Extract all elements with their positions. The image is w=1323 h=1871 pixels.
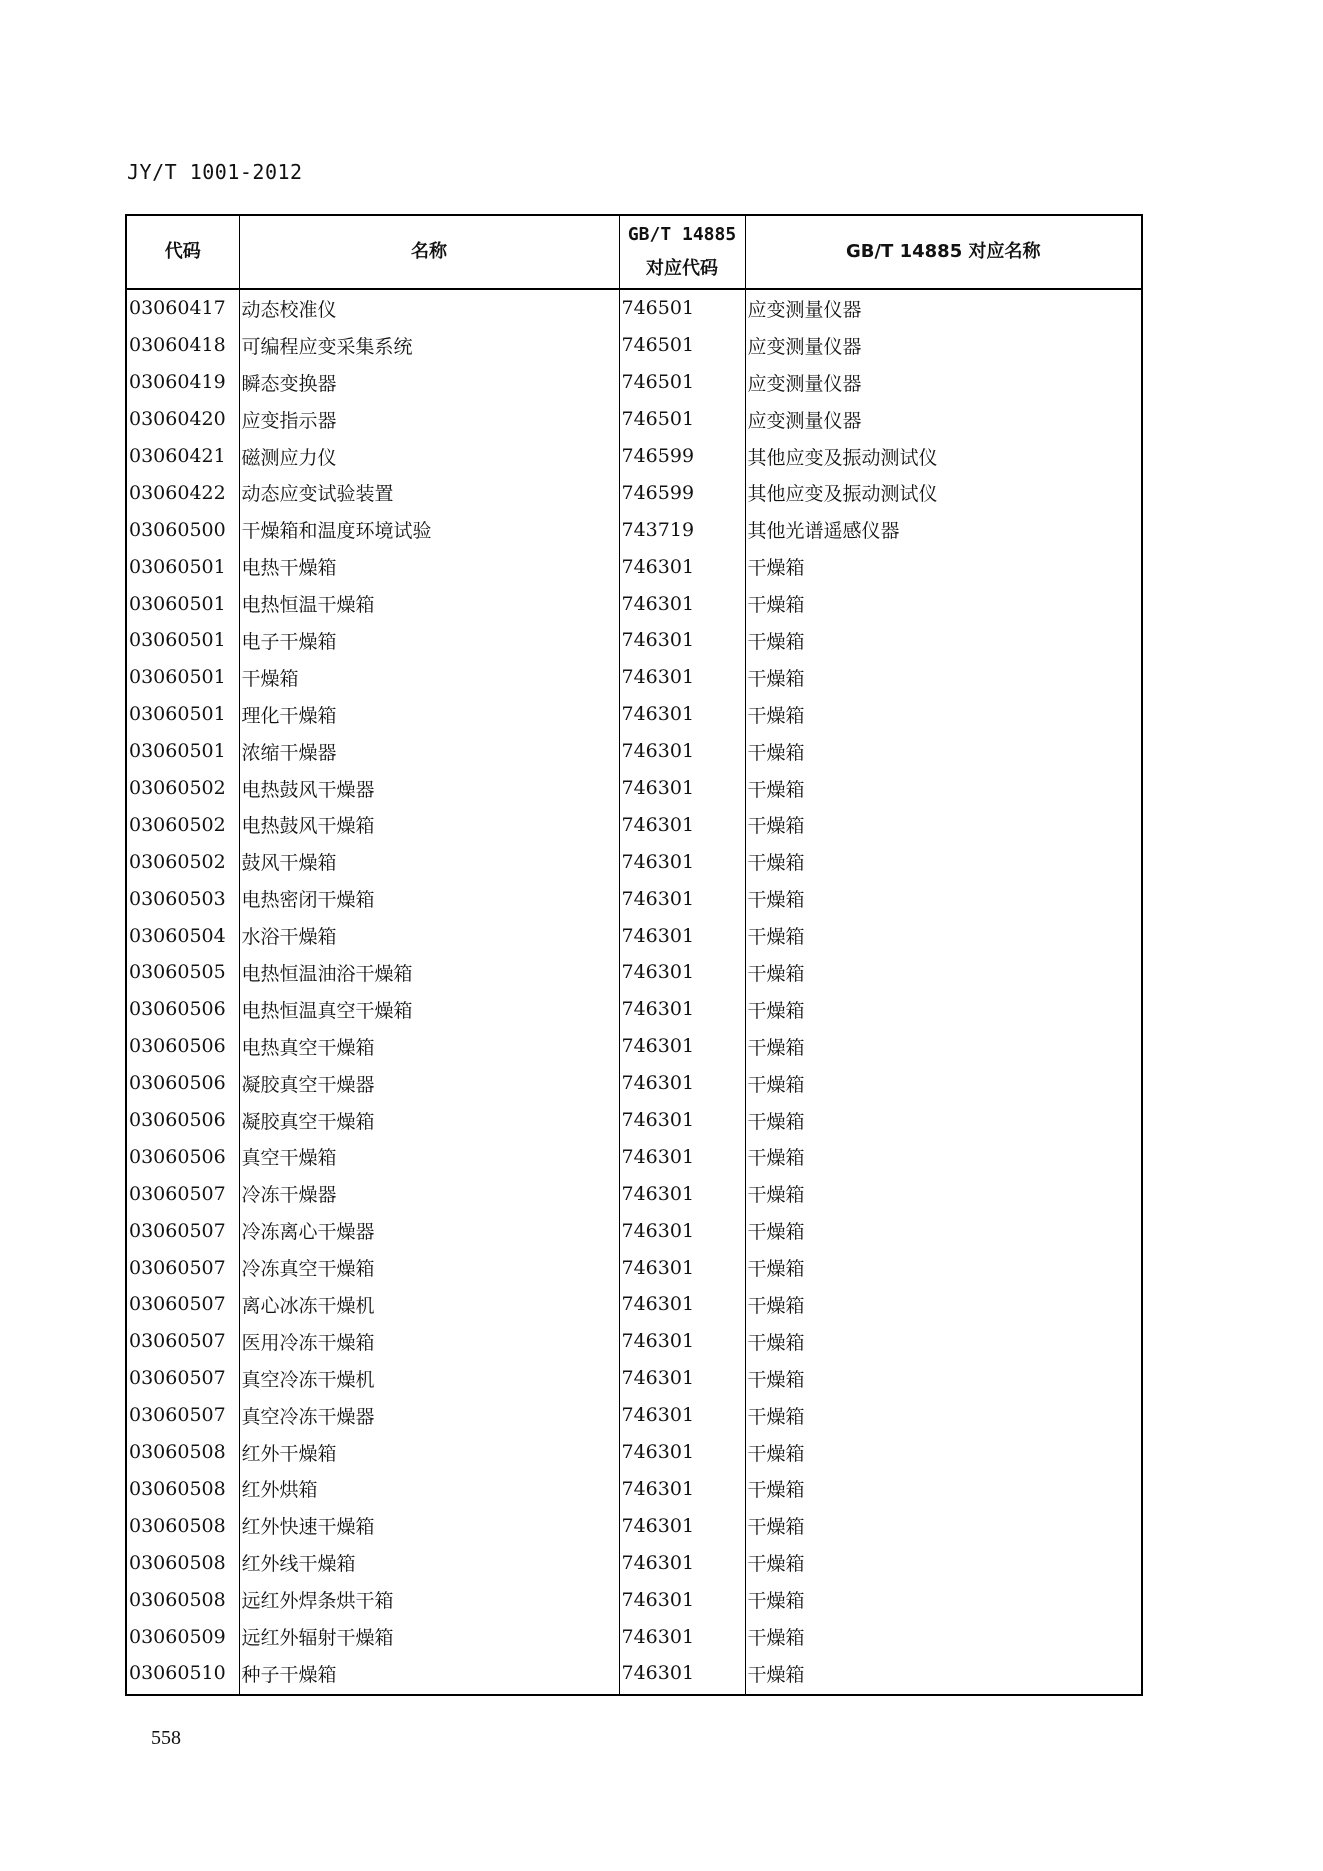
cell-code: 03060501 xyxy=(126,548,239,585)
cell-gb-code: 746301 xyxy=(619,1212,745,1249)
cell-code: 03060507 xyxy=(126,1397,239,1434)
table-row xyxy=(126,622,1142,659)
cell-gb-name: 干燥箱 xyxy=(745,1323,1142,1360)
cell-name: 动态校准仪 xyxy=(239,289,619,327)
cell-name: 电热真空干燥箱 xyxy=(239,1028,619,1065)
cell-name: 红外干燥箱 xyxy=(239,1434,619,1471)
table-row xyxy=(126,1581,1142,1618)
cell-code: 03060422 xyxy=(126,474,239,511)
cell-gb-name: 干燥箱 xyxy=(745,1655,1142,1695)
cell-gb-code: 746301 xyxy=(619,991,745,1028)
cell-gb-name: 干燥箱 xyxy=(745,991,1142,1028)
table-row xyxy=(126,1065,1142,1102)
cell-code: 03060502 xyxy=(126,806,239,843)
cell-code: 03060507 xyxy=(126,1323,239,1360)
table-row xyxy=(126,770,1142,807)
table-row xyxy=(126,917,1142,954)
table-row xyxy=(126,1028,1142,1065)
cell-name: 电热密闭干燥箱 xyxy=(239,880,619,917)
cell-gb-code: 746301 xyxy=(619,1323,745,1360)
cell-code: 03060507 xyxy=(126,1249,239,1286)
cell-code: 03060501 xyxy=(126,622,239,659)
cell-gb-name: 应变测量仪器 xyxy=(745,289,1142,327)
cell-gb-code: 746301 xyxy=(619,880,745,917)
cell-gb-name: 干燥箱 xyxy=(745,843,1142,880)
table-row xyxy=(126,1507,1142,1544)
cell-code: 03060501 xyxy=(126,696,239,733)
cell-name: 离心冰冻干燥机 xyxy=(239,1286,619,1323)
cell-name: 动态应变试验装置 xyxy=(239,474,619,511)
table-row xyxy=(126,1655,1142,1695)
cell-code: 03060506 xyxy=(126,1102,239,1139)
cell-gb-code: 746501 xyxy=(619,289,745,327)
cell-name: 电热鼓风干燥箱 xyxy=(239,806,619,843)
table-row xyxy=(126,1286,1142,1323)
cell-gb-code: 746301 xyxy=(619,1360,745,1397)
cell-gb-code: 746301 xyxy=(619,1286,745,1323)
cell-name: 电热恒温真空干燥箱 xyxy=(239,991,619,1028)
cell-gb-code: 746301 xyxy=(619,585,745,622)
table-row xyxy=(126,806,1142,843)
cell-gb-name: 干燥箱 xyxy=(745,1544,1142,1581)
table-row xyxy=(126,289,1142,327)
table-row xyxy=(126,1323,1142,1360)
cell-code: 03060502 xyxy=(126,843,239,880)
cell-code: 03060501 xyxy=(126,659,239,696)
cell-gb-name: 其他光谱遥感仪器 xyxy=(745,511,1142,548)
cell-gb-code: 746301 xyxy=(619,1434,745,1471)
cell-gb-name: 干燥箱 xyxy=(745,1249,1142,1286)
cell-name: 瞬态变换器 xyxy=(239,364,619,401)
cell-gb-name: 其他应变及振动测试仪 xyxy=(745,438,1142,475)
cell-code: 03060506 xyxy=(126,1028,239,1065)
cell-gb-code: 746301 xyxy=(619,1618,745,1655)
table-row xyxy=(126,733,1142,770)
table-row xyxy=(126,1471,1142,1508)
cell-code: 03060501 xyxy=(126,585,239,622)
cell-gb-name: 干燥箱 xyxy=(745,1065,1142,1102)
cell-gb-code: 746301 xyxy=(619,843,745,880)
cell-gb-name: 干燥箱 xyxy=(745,880,1142,917)
cell-gb-name: 干燥箱 xyxy=(745,1507,1142,1544)
cell-gb-name: 干燥箱 xyxy=(745,1102,1142,1139)
cell-code: 03060508 xyxy=(126,1434,239,1471)
document-standard-id: JY/T 1001-2012 xyxy=(127,160,303,184)
cell-name: 真空冷冻干燥机 xyxy=(239,1360,619,1397)
table-row xyxy=(126,1618,1142,1655)
cell-gb-name: 干燥箱 xyxy=(745,548,1142,585)
table-row xyxy=(126,1434,1142,1471)
column-header-gb-code xyxy=(619,215,745,289)
cell-code: 03060508 xyxy=(126,1471,239,1508)
table-row xyxy=(126,511,1142,548)
cell-code: 03060508 xyxy=(126,1581,239,1618)
cell-gb-name: 干燥箱 xyxy=(745,1471,1142,1508)
table-row xyxy=(126,1544,1142,1581)
cell-gb-code: 746301 xyxy=(619,659,745,696)
cell-gb-name: 干燥箱 xyxy=(745,1434,1142,1471)
cell-name: 远红外焊条烘干箱 xyxy=(239,1581,619,1618)
cell-gb-name: 干燥箱 xyxy=(745,1028,1142,1065)
column-header-name: 名称 xyxy=(239,215,619,289)
cell-code: 03060506 xyxy=(126,991,239,1028)
code-mapping-table xyxy=(125,214,1143,1696)
column-header-code: 代码 xyxy=(126,215,239,289)
cell-name: 电热干燥箱 xyxy=(239,548,619,585)
cell-gb-code: 746301 xyxy=(619,696,745,733)
cell-gb-name: 应变测量仪器 xyxy=(745,364,1142,401)
cell-gb-name: 干燥箱 xyxy=(745,1581,1142,1618)
cell-gb-code: 746301 xyxy=(619,917,745,954)
cell-gb-code: 746599 xyxy=(619,438,745,475)
table-header-row xyxy=(126,215,1142,289)
cell-code: 03060506 xyxy=(126,1138,239,1175)
cell-code: 03060503 xyxy=(126,880,239,917)
cell-name: 电热鼓风干燥器 xyxy=(239,770,619,807)
cell-name: 凝胶真空干燥器 xyxy=(239,1065,619,1102)
cell-gb-name: 干燥箱 xyxy=(745,1618,1142,1655)
cell-name: 真空干燥箱 xyxy=(239,1138,619,1175)
table-row xyxy=(126,401,1142,438)
cell-name: 种子干燥箱 xyxy=(239,1655,619,1695)
table-row xyxy=(126,438,1142,475)
table-row xyxy=(126,585,1142,622)
cell-code: 03060507 xyxy=(126,1286,239,1323)
cell-name: 红外快速干燥箱 xyxy=(239,1507,619,1544)
cell-name: 应变指示器 xyxy=(239,401,619,438)
cell-code: 03060421 xyxy=(126,438,239,475)
table-row xyxy=(126,1175,1142,1212)
cell-gb-name: 干燥箱 xyxy=(745,585,1142,622)
cell-code: 03060507 xyxy=(126,1212,239,1249)
cell-code: 03060508 xyxy=(126,1544,239,1581)
column-header-gb-code-line2: 对应代码 xyxy=(646,258,718,279)
cell-name: 医用冷冻干燥箱 xyxy=(239,1323,619,1360)
table-body xyxy=(126,289,1142,1695)
table-row xyxy=(126,843,1142,880)
cell-code: 03060508 xyxy=(126,1507,239,1544)
cell-code: 03060420 xyxy=(126,401,239,438)
cell-code: 03060500 xyxy=(126,511,239,548)
cell-gb-code: 746301 xyxy=(619,733,745,770)
cell-name: 干燥箱和温度环境试验 xyxy=(239,511,619,548)
cell-gb-name: 干燥箱 xyxy=(745,1212,1142,1249)
cell-name: 电热恒温干燥箱 xyxy=(239,585,619,622)
cell-gb-name: 干燥箱 xyxy=(745,1138,1142,1175)
cell-name: 冷冻离心干燥器 xyxy=(239,1212,619,1249)
cell-name: 红外线干燥箱 xyxy=(239,1544,619,1581)
cell-code: 03060419 xyxy=(126,364,239,401)
cell-name: 凝胶真空干燥箱 xyxy=(239,1102,619,1139)
cell-name: 可编程应变采集系统 xyxy=(239,327,619,364)
cell-gb-name: 其他应变及振动测试仪 xyxy=(745,474,1142,511)
cell-gb-name: 干燥箱 xyxy=(745,659,1142,696)
cell-code: 03060504 xyxy=(126,917,239,954)
cell-gb-code: 746301 xyxy=(619,548,745,585)
cell-gb-code: 746599 xyxy=(619,474,745,511)
table-row xyxy=(126,991,1142,1028)
table-row xyxy=(126,1102,1142,1139)
table-row xyxy=(126,880,1142,917)
cell-gb-code: 746301 xyxy=(619,770,745,807)
cell-code: 03060418 xyxy=(126,327,239,364)
cell-gb-code: 746501 xyxy=(619,401,745,438)
cell-name: 电子干燥箱 xyxy=(239,622,619,659)
cell-name: 远红外辐射干燥箱 xyxy=(239,1618,619,1655)
table-row xyxy=(126,696,1142,733)
cell-name: 冷冻干燥器 xyxy=(239,1175,619,1212)
cell-gb-code: 746301 xyxy=(619,1507,745,1544)
cell-gb-name: 干燥箱 xyxy=(745,733,1142,770)
cell-code: 03060506 xyxy=(126,1065,239,1102)
cell-code: 03060502 xyxy=(126,770,239,807)
table-row xyxy=(126,548,1142,585)
table-row xyxy=(126,474,1142,511)
cell-gb-code: 746301 xyxy=(619,1138,745,1175)
table-row xyxy=(126,1397,1142,1434)
cell-name: 干燥箱 xyxy=(239,659,619,696)
cell-name: 电热恒温油浴干燥箱 xyxy=(239,954,619,991)
cell-gb-code: 746301 xyxy=(619,806,745,843)
cell-gb-code: 746301 xyxy=(619,1397,745,1434)
cell-gb-code: 746501 xyxy=(619,327,745,364)
cell-name: 磁测应力仪 xyxy=(239,438,619,475)
cell-name: 鼓风干燥箱 xyxy=(239,843,619,880)
cell-code: 03060510 xyxy=(126,1655,239,1695)
cell-gb-code: 746301 xyxy=(619,1175,745,1212)
column-header-gb-code-line1: GB/T 14885 xyxy=(627,224,737,245)
cell-code: 03060509 xyxy=(126,1618,239,1655)
cell-code: 03060417 xyxy=(126,289,239,327)
cell-gb-name: 干燥箱 xyxy=(745,954,1142,991)
cell-gb-name: 应变测量仪器 xyxy=(745,401,1142,438)
cell-name: 浓缩干燥器 xyxy=(239,733,619,770)
cell-gb-code: 746301 xyxy=(619,954,745,991)
table-row xyxy=(126,327,1142,364)
cell-name: 水浴干燥箱 xyxy=(239,917,619,954)
cell-name: 理化干燥箱 xyxy=(239,696,619,733)
cell-gb-code: 743719 xyxy=(619,511,745,548)
cell-gb-name: 干燥箱 xyxy=(745,770,1142,807)
table-row xyxy=(126,1360,1142,1397)
page-number: 558 xyxy=(151,1727,181,1749)
cell-code: 03060507 xyxy=(126,1360,239,1397)
cell-gb-code: 746301 xyxy=(619,1655,745,1695)
cell-gb-code: 746301 xyxy=(619,1065,745,1102)
cell-code: 03060501 xyxy=(126,733,239,770)
cell-gb-name: 干燥箱 xyxy=(745,806,1142,843)
cell-gb-name: 干燥箱 xyxy=(745,1175,1142,1212)
cell-gb-name: 干燥箱 xyxy=(745,1360,1142,1397)
cell-gb-code: 746301 xyxy=(619,622,745,659)
cell-gb-code: 746301 xyxy=(619,1028,745,1065)
cell-gb-name: 干燥箱 xyxy=(745,696,1142,733)
cell-name: 红外烘箱 xyxy=(239,1471,619,1508)
cell-gb-code: 746301 xyxy=(619,1102,745,1139)
table-row xyxy=(126,364,1142,401)
cell-gb-code: 746301 xyxy=(619,1544,745,1581)
cell-gb-code: 746301 xyxy=(619,1471,745,1508)
table-row xyxy=(126,1249,1142,1286)
table-row xyxy=(126,659,1142,696)
cell-code: 03060505 xyxy=(126,954,239,991)
column-header-gb-name: GB/T 14885 对应名称 xyxy=(745,215,1142,289)
table-row xyxy=(126,1212,1142,1249)
cell-gb-name: 干燥箱 xyxy=(745,622,1142,659)
cell-gb-name: 干燥箱 xyxy=(745,1397,1142,1434)
cell-name: 冷冻真空干燥箱 xyxy=(239,1249,619,1286)
cell-gb-code: 746301 xyxy=(619,1581,745,1618)
cell-gb-name: 干燥箱 xyxy=(745,1286,1142,1323)
cell-name: 真空冷冻干燥器 xyxy=(239,1397,619,1434)
cell-gb-name: 干燥箱 xyxy=(745,917,1142,954)
cell-gb-code: 746501 xyxy=(619,364,745,401)
cell-gb-name: 应变测量仪器 xyxy=(745,327,1142,364)
table-row xyxy=(126,954,1142,991)
cell-gb-code: 746301 xyxy=(619,1249,745,1286)
cell-code: 03060507 xyxy=(126,1175,239,1212)
table-row xyxy=(126,1138,1142,1175)
